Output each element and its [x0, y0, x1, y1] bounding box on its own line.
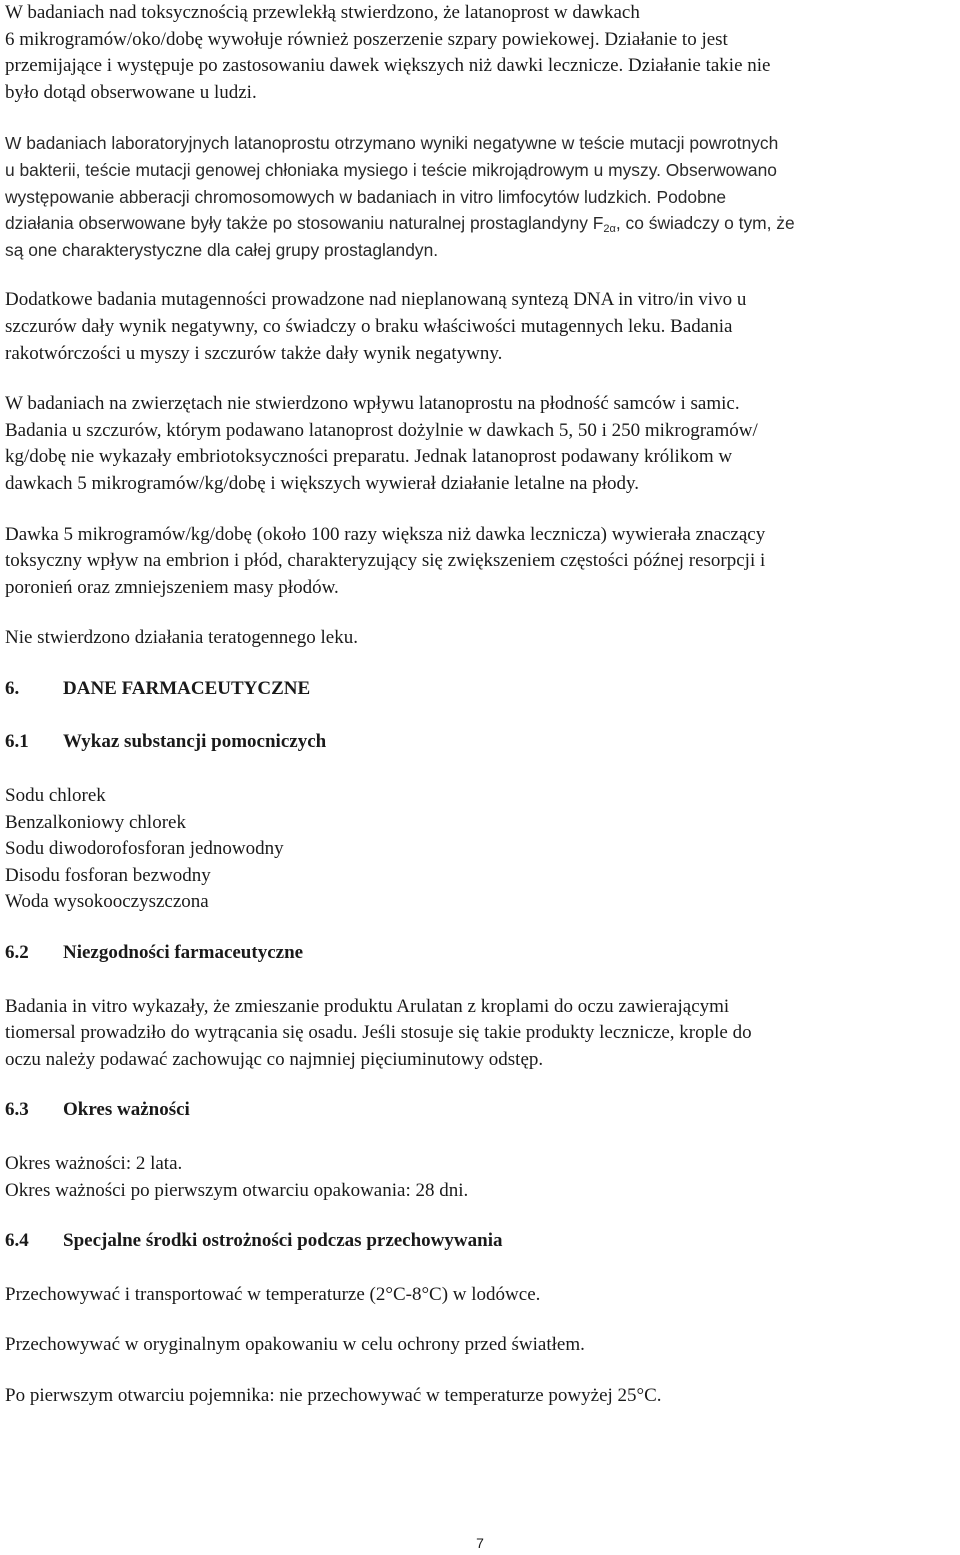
text-line: W badaniach laboratoryjnych latanoprostu otrzymano wyniki negatywne w teście mutacji powrotnych: [5, 133, 779, 154]
excipients-list: [5, 783, 955, 916]
text-line: Dawka 5 mikrogramów/kg/dobę (około 100 razy większa niż dawka lecznicza) wywierała znaczący: [5, 523, 766, 545]
text-line: Nie stwierdzono działania teratogennego leku.: [5, 627, 358, 649]
text-line: występowanie abberacji chromosomowych w badaniach in vitro limfocytów ludzkich. Podobne: [5, 186, 727, 207]
section-number: 6.: [5, 677, 20, 699]
text-line: W badaniach na zwierzętach nie stwierdzono wpływu latanoprostu na płodność samców i samic.: [5, 393, 740, 415]
paragraph-fertility: [5, 391, 955, 497]
section-title: DANE FARMACEUTYCZNE: [63, 677, 311, 699]
text-line: Po pierwszym otwarciu pojemnika: nie przechowywać w temperaturze powyżej 25°C.: [5, 1384, 662, 1406]
paragraph-incompatibilities: [5, 994, 955, 1074]
text-line: było dotąd obserwowane u ludzi.: [5, 81, 257, 103]
text-fragment: działania obserwowane były także po stosowaniu naturalnej prostaglandyny F: [5, 213, 604, 234]
list-item: Woda wysokooczyszczona: [5, 891, 209, 913]
text-line: Dodatkowe badania mutagenności prowadzone nad nieplanowaną syntezą DNA in vitro/in vivo u: [5, 289, 747, 311]
text-line: u bakterii, teście mutacji genowej chłoniaka mysiego i teście mikrojądrowym u myszy. Obserwowano: [5, 159, 777, 180]
text-line: [5, 210, 955, 237]
paragraph-shelf-life: [5, 1151, 955, 1204]
text-line: są one charakterystyczne dla całej grupy prostaglandyn.: [5, 239, 439, 260]
section-title: Wykaz substancji pomocniczych: [63, 731, 327, 753]
paragraph-teratogenicity: [5, 625, 955, 652]
section-number: 6.4: [5, 1230, 29, 1252]
section-title: Okres ważności: [63, 1099, 190, 1121]
section-number: 6.2: [5, 942, 29, 964]
section-heading-6: [5, 676, 955, 703]
text-line: Badania u szczurów, którym podawano latanoprost dożylnie w dawkach 5, 50 i 250 mikrogramów/: [5, 419, 758, 441]
text-fragment: , co świadczy o tym, że: [615, 213, 795, 234]
list-item: Sodu chlorek: [5, 785, 106, 807]
section-number: 6.3: [5, 1099, 29, 1121]
paragraph-chronic-toxicity: [5, 0, 955, 106]
paragraph-embryo-toxicity: [5, 522, 955, 602]
text-line: rakotwórczości u myszy i szczurów także dały wynik negatywny.: [5, 342, 503, 364]
text-line: W badaniach nad toksycznością przewlekłą stwierdzono, że latanoprost w dawkach: [5, 2, 640, 23]
text-line: poronień oraz zmniejszeniem masy płodów.: [5, 576, 339, 598]
subscript: 2α: [603, 223, 616, 236]
list-item: Sodu diwodorofosforan jednowodny: [5, 838, 284, 860]
paragraph-storage-after-opening: [5, 1383, 955, 1410]
paragraph-storage-temperature: [5, 1282, 955, 1309]
paragraph-mutagenicity-tests: [5, 130, 955, 263]
text-line: Przechowywać w oryginalnym opakowaniu w celu ochrony przed światłem.: [5, 1334, 585, 1356]
section-number: 6.1: [5, 731, 29, 753]
section-heading-6-2: [5, 940, 955, 967]
text-line: oczu należy podawać zachowując co najmniej pięciuminutowy odstęp.: [5, 1048, 544, 1070]
text-line: 6 mikrogramów/oko/dobę wywołuje również poszerzenie szpary powiekowej. Działanie to jest: [5, 28, 728, 50]
text-line: toksyczny wpływ na embrion i płód, charakteryzujący się zwiększeniem częstości późnej resorpcji i: [5, 550, 766, 572]
paragraph-storage-light: [5, 1332, 955, 1359]
section-title: Specjalne środki ostrożności podczas przechowywania: [63, 1230, 503, 1252]
text-line: kg/dobę nie wykazały embriotoksyczności preparatu. Jednak latanoprost podawany królikom w: [5, 446, 733, 468]
text-line: Przechowywać i transportować w temperaturze (2°C-8°C) w lodówce.: [5, 1283, 541, 1305]
paragraph-additional-mutagenicity: [5, 287, 955, 367]
list-item: Benzalkoniowy chlorek: [5, 811, 186, 833]
text-line: przemijające i występuje po zastosowaniu dawek większych niż dawki lecznicze. Działanie takie nie: [5, 55, 771, 77]
list-item: Disodu fosforan bezwodny: [5, 864, 211, 886]
section-title: Niezgodności farmaceutyczne: [63, 942, 304, 964]
document-page: [5, 0, 955, 1434]
section-heading-6-3: [5, 1097, 955, 1124]
text-line: Badania in vitro wykazały, że zmieszanie produktu Arulatan z kroplami do oczu zawierającymi: [5, 995, 730, 1017]
text-line: szczurów dały wynik negatywny, co świadczy o braku właściwości mutagennych leku. Badania: [5, 315, 733, 337]
text-line: Okres ważności: 2 lata.: [5, 1153, 183, 1174]
text-line: dawkach 5 mikrogramów/kg/dobę i większych wywierał działanie letalne na płody.: [5, 472, 640, 494]
section-heading-6-1: [5, 729, 955, 756]
page-number: 7: [476, 1535, 484, 1551]
section-heading-6-4: [5, 1228, 955, 1255]
text-line: Okres ważności po pierwszym otwarciu opakowania: 28 dni.: [5, 1179, 469, 1201]
text-line: tiomersal prowadziło do wytrącania się osadu. Jeśli stosuje się takie produkty lecznicze, krople do: [5, 1022, 752, 1044]
